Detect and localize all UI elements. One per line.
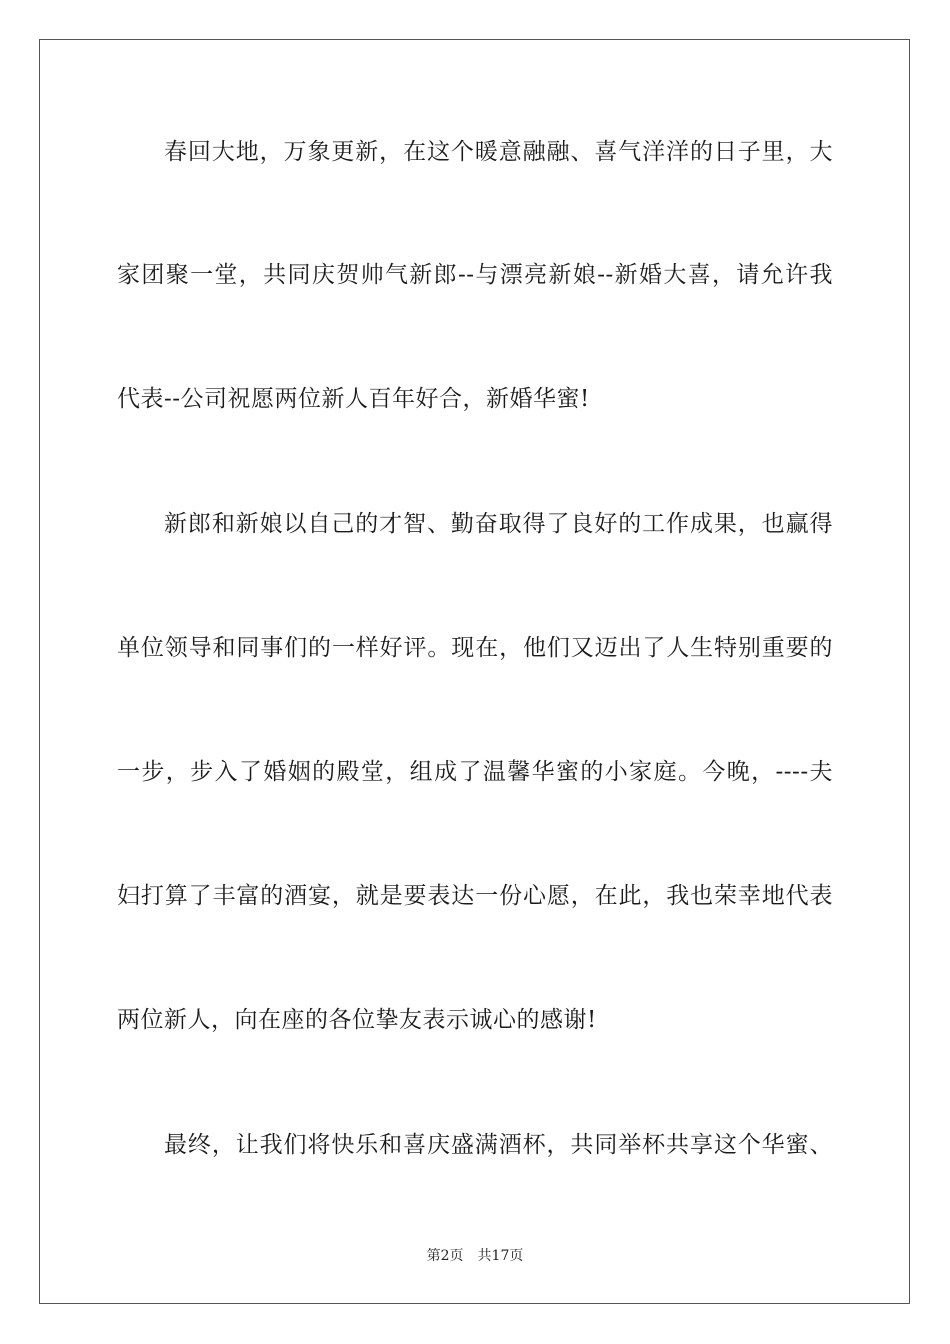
- paragraph-1-line-2: 家团聚一堂，共同庆贺帅气新郎--与漂亮新娘--新婚大喜，请允许我: [117, 262, 833, 288]
- paragraph-2-line-4: 妇打算了丰富的酒宴，就是要表达一份心愿，在此，我也荣幸地代表: [117, 883, 833, 909]
- paragraph-1-line-3: 代表--公司祝愿两位新人百年好合，新婚华蜜!: [117, 386, 590, 412]
- page-total: 共17页: [477, 1248, 524, 1264]
- paragraph-2-line-5: 两位新人，向在座的各位挚友表示诚心的感谢!: [117, 1007, 597, 1033]
- paragraph-2-line-2: 单位领导和同事们的一样好评。现在，他们又迈出了人生特别重要的: [117, 635, 833, 661]
- paragraph-2-line-1: 新郎和新娘以自己的才智、勤奋取得了良好的工作成果，也赢得: [164, 511, 833, 537]
- page-footer: [0, 1247, 950, 1265]
- paragraph-2-line-3: 一步，步入了婚姻的殿堂，组成了温馨华蜜的小家庭。今晚，----夫: [117, 759, 833, 785]
- paragraph-1-line-1: 春回大地，万象更新，在这个暖意融融、喜气洋洋的日子里，大: [164, 139, 833, 165]
- page-border: [39, 39, 910, 1304]
- paragraph-3-line-1: 最终，让我们将快乐和喜庆盛满酒杯，共同举杯共享这个华蜜、: [164, 1132, 833, 1158]
- page-number: 第2页: [426, 1248, 464, 1264]
